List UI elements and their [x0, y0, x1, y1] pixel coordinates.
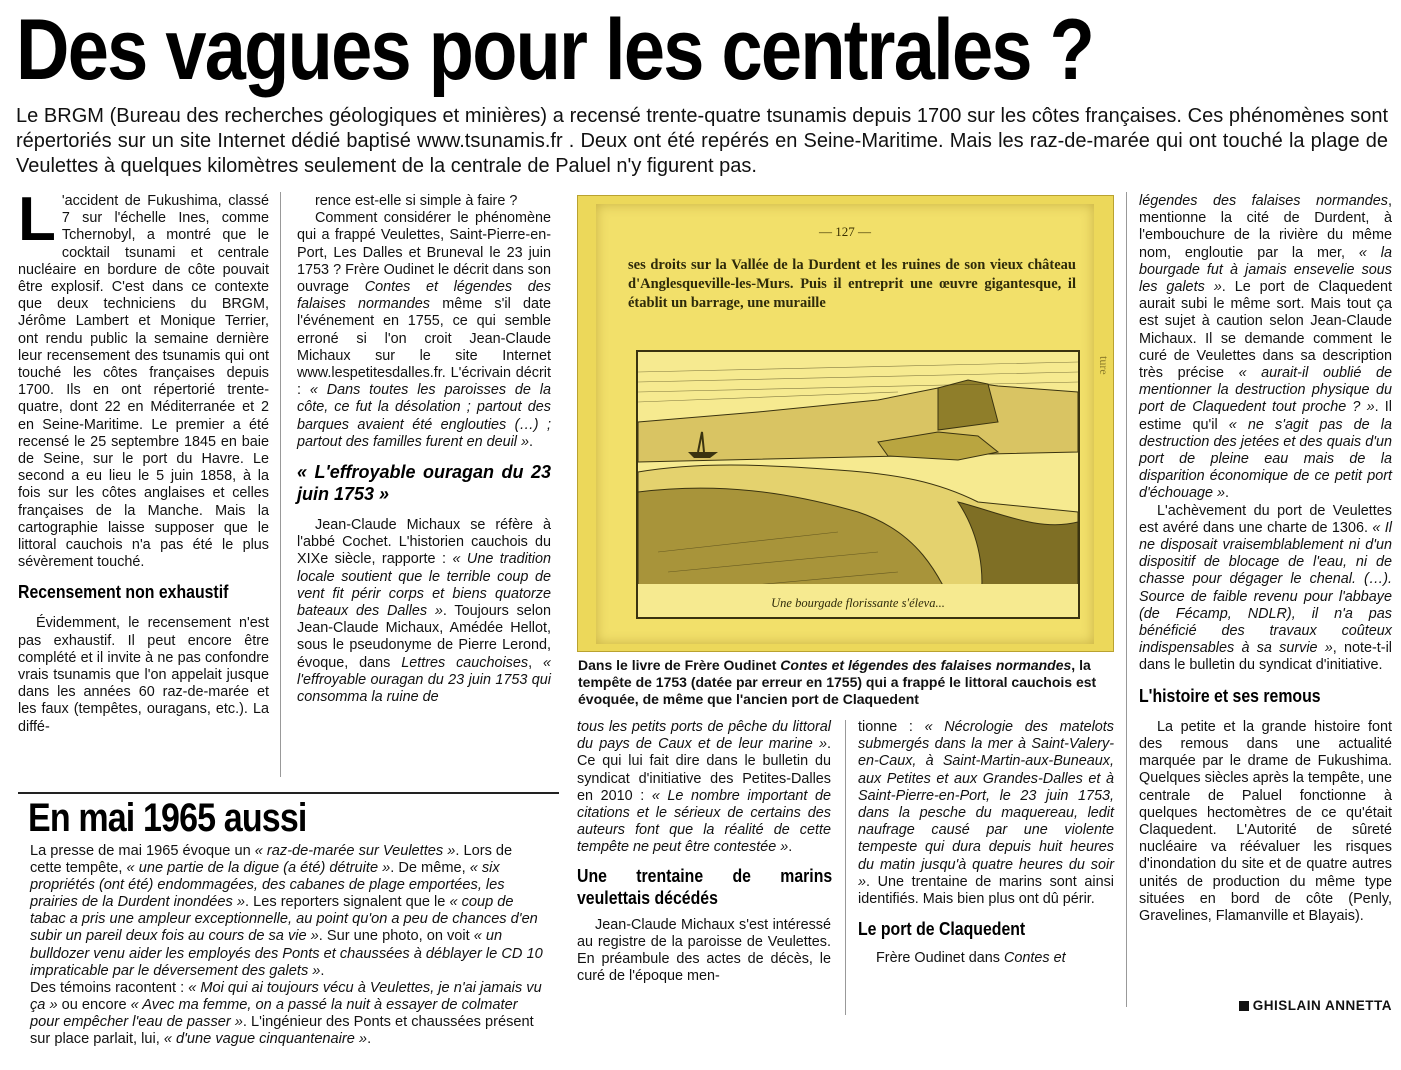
- col2-p2: Comment considérer le phénomène qui a frappé Veulettes, Saint-Pierre-en-Port, Les Dalles et Bruneval le 23 juin 1753 ? Frère Oudinet le décrit dans son ouvrage Contes et légendes des falaises normandes même s'il date l'événement en 1755, ce qui semble erroné si l'on croit Jean-Claude Michaux sur le site Internet www.lespetitesdalles.fr. L'écrivain décrit : « Dans toutes les paroisses de la côte, ce fut la désolation ; partout des barques avaient été englouties (…) ; partout des familles furent en deuil ».: [297, 210, 551, 450]
- col1-intro: 'accident de Fukushima, classé 7 sur l'échelle Ines, comme Tchernobyl, a montré que le cocktail tsunami et centrale nucléaire en bordure de côte pouvait être explosif. C'est dans ce contexte que deux techniciens du BRGM, Jérôme Lambert et Monique Terrier, ont rendu public la semaine dernière leur recensement des tsunamis qui ont touché les côtes françaises depuis 1700. Ils en ont répertorié trente-quatre, dont 22 en Méditerranée et 2 en Seine-Maritime. Le premier a été recensé le 25 septembre 1845 en baie de Seine, sur le port du Havre. Le second a eu lieu le 5 juin 1858, à la fois sur les côtes anglaises et celles françaises de la Manche. Mais la cartographie laisse supposer que le littoral cauchois n'a pas été le plus sévèrement touché.: [18, 193, 269, 571]
- box-title: En mai 1965 aussi: [28, 796, 307, 840]
- book-text: ses droits sur la Vallée de la Durdent et les ruines de son vieux château d'Anglesqueville-les-Murs. Puis il entreprit une œuvre gigantesque, il établit un barrage, une muraille: [628, 257, 1076, 311]
- subhead-claquedent: Le port de Claquedent: [858, 919, 1026, 940]
- drop-cap: L: [18, 185, 56, 254]
- box-text: La presse de mai 1965 évoque un « raz-de-marée sur Veulettes ». Lors de cette tempête, « une partie de la digue (a été) détruite ». De même, « six propriétés (ont été) endommagées, des cabanes de plage emportées, les prairies de la Durdent inondées ». Les reporters signalent que le « coup de tabac a pris une ampleur exceptionnelle, au point qu'on a peu de chances d'en subir un pareil deux fois au cours de sa vie ». Sur une photo, on voit « un bulldozer venu aider les employés des Ponts et chaussées à déblayer le CD 10 impraticable par le déversement des galets ». Des témoins racontent : « Moi qui ai toujours vécu à Veulettes, je n'ai jamais vu ça » ou encore « Avec ma femme, on a passé la nuit à essayer de colmater pour empêcher l'eau de passer ». L'ingénieur des Ponts et chaussées présent sur place parlait, lui, « d'une vague cinquantenaire ».: [30, 843, 543, 1048]
- col5-p3: La petite et la grande histoire font des remous dans une actualité marquée par le drame de Fukushima. Quelques siècles après la tempête, une centrale de Paluel fonctionne à quelques hectomètres de ce qu'était Claquedent. L'Autorité de sûreté nucléaire va réévaluer les risques d'inondation du site et de quatre autres unités de production du même type situées en bord de côte (Penly, Gravelines, Flamanville et Blayais).: [1139, 718, 1392, 924]
- engraving-illustration: [636, 350, 1080, 619]
- col1-para2: Évidemment, le recensement n'est pas exhaustif. Il peut encore être complété et il invite à ne pas confondre vrais tsunamis que l'on appelait jusque dans les années 60 raz-de-marée et les faux (tempêtes, ouragans, etc.). La diffé-: [18, 615, 269, 735]
- book-page: [596, 204, 1094, 644]
- column-rule: [1126, 192, 1127, 1007]
- col5-p1: légendes des falaises normandes, mentionne la cité de Durdent, à l'embouchure de la rivière du même nom, engloutie par la mer, « la bourgade fut à jamais ensevelie sous les galets ». Le port de Claquedent aurait subi le même sort. Mais tout ça est sujet à caution selon Jean-Claude Michaux. Il se demande comment le curé de Veulettes dans sa description très précise « aurait-il oublié de mentionner la destruction physique du port de Claquedent tout proche ? ». Il estime qu'il « ne s'agit pas de la destruction des jetées et des quais d'un port de pleine eau mais de la disparition économique de ce petit port d'échouage ».: [1139, 193, 1393, 502]
- col5-p2: L'achèvement du port de Veulettes est avéré dans une charte de 1306. « Il ne disposait vraisemblablement ni d'un dispositif de blocage de l'eau, ni de chasse pour dégager le chenal. (…). Source de faible revenu pour l'abbaye (de Fécamp, NDLR), il n'a pas bénéficié des travaux coûteux indispensables à sa survie », note-t-il dans le bulletin du syndicat d'initiative.: [1139, 502, 1392, 674]
- engraving-caption: Une bourgade florissante s'éleva...: [771, 596, 945, 610]
- column-3: [577, 719, 831, 985]
- book-photo: [577, 195, 1114, 652]
- margin-text: ture: [1097, 356, 1111, 375]
- column-5: [1139, 193, 1392, 925]
- engraving-art: [638, 352, 1078, 617]
- page-number: — 127 —: [819, 224, 871, 239]
- subhead-recensement: Recensement non exhaustif: [18, 582, 229, 603]
- col2-p3: Jean-Claude Michaux se réfère à l'abbé Cochet. L'historien cauchois du XIXe siècle, rapporte : « Une tradition locale soutient que le terrible coup de vent fit périr corps et biens quatorze bateaux des Dalles ». Toujours selon Jean-Claude Michaux, Amédée Hellot, sous le pseudonyme de Pierre Lerond, évoque, dans Lettres cauchoises, « l'effroyable ouragan du 23 juin 1753 qui consomma la ruine de: [297, 517, 551, 706]
- col4-p1: tionne : « Nécrologie des matelots submergés dans la mer à Saint-Valery-en-Caux, à Saint-Martin-aux-Buneaux, aux Petites et aux Grandes-Dalles et à Saint-Pierre-en-Port, le 23 juin 1753, dans la pesche du maquereau, ledit naufrage causé par une violente tempeste qui dura depuis huit heures du matin jusqu'à quatre heures du soir ». Une trentaine de marins sont ainsi identifiés. Mais bien plus ont dû périr.: [858, 719, 1114, 908]
- column-rule: [280, 192, 281, 777]
- column-2: [297, 193, 551, 706]
- col4-p2: Frère Oudinet dans Contes et: [876, 950, 1066, 967]
- photo-caption: Dans le livre de Frère Oudinet Contes et légendes des falaises normandes, la tempête de 1753 (datée par erreur en 1755) qui a frappé le littoral cauchois est évoquée, de même que l'ancien port de Claquedent: [578, 657, 1097, 707]
- col2-p1: rence est-elle si simple à faire ?: [315, 193, 518, 209]
- signature-square-icon: [1239, 1001, 1249, 1011]
- subhead-ouragan: « L'effroyable ouragan du 23 juin 1753 »: [297, 462, 551, 505]
- headline: Des vagues pour les centrales ?: [16, 2, 1094, 98]
- subhead-histoire: L'histoire et ses remous: [1139, 685, 1321, 706]
- column-rule: [845, 720, 846, 1015]
- subhead-marins: Une trentaine de marins veulettais décédés: [577, 865, 833, 908]
- box-top-rule: [18, 792, 559, 794]
- chapo: Le BRGM (Bureau des recherches géologiques et minières) a recensé trente-quatre tsunamis depuis 1700 sur les côtes françaises. Ces phénomènes sont répertoriés sur un site Internet dédié baptisé www.tsunamis.fr . Deux ont été repérés en Seine-Maritime. Mais les raz-de-marée qui ont touché la plage de Veulettes à quelques kilomètres seulement de la centrale de Paluel n'y figurent pas.: [16, 105, 1388, 177]
- author-signature: GHISLAIN ANNETTA: [1222, 998, 1392, 1013]
- col3-p2: Jean-Claude Michaux s'est intéressé au registre de la paroisse de Veulettes. En préambule des actes de décès, le curé de l'époque men-: [577, 916, 831, 985]
- column-1: [18, 185, 269, 736]
- column-4: [858, 719, 1114, 967]
- col3-p1: tous les petits ports de pêche du littoral du pays de Caux et de leur marine ». Ce qui lui fait dire dans le bulletin du syndicat d'initiative des Petites-Dalles en 2010 : « Le nombre important de citations et le sérieux de certains des auteurs font que la réalité de cette tempête ne peut être contestée ».: [577, 719, 831, 856]
